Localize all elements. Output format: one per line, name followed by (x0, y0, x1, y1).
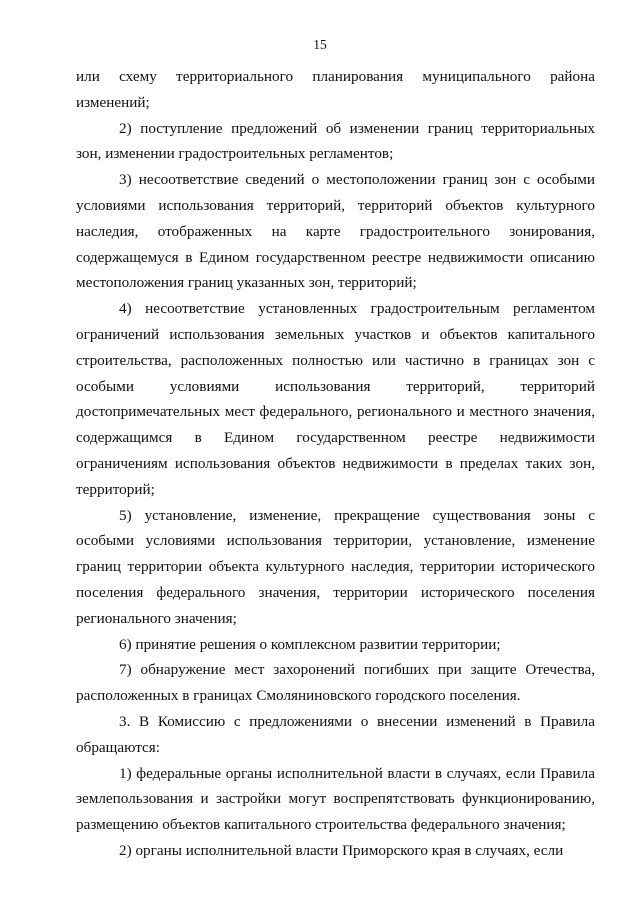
paragraph-section-3: 3. В Комиссию с предложениями о внесении изменений в Правила обращаются: (76, 712, 595, 756)
paragraph-subitem-2: 2) органы исполнительной власти Приморского края в случаях, если (119, 841, 564, 859)
paragraph-item-2: 2) поступление предложений об изменении границ территориальных зон, изменении градостроительных регламентов; (76, 119, 595, 163)
document-body (76, 64, 595, 864)
paragraph-item-3: 3) несоответствие сведений о местоположении границ зон с особыми условиями использования территорий, территорий объектов культурного наследия, отображенных на карте градостроительного зонирования, содержащемуся в Едином государственном реестре недвижимости описанию местоположения границ указанных зон, территорий; (76, 171, 595, 292)
paragraph-item-6: 6) принятие решения о комплексном развитии территории; (119, 635, 501, 653)
page-number: 15 (313, 37, 327, 52)
paragraph-item-7: 7) обнаружение мест захоронений погибших при защите Отечества, расположенных в границах Смоляниновского городского поселения. (76, 661, 595, 705)
paragraph-item-4: 4) несоответствие установленных градостроительным регламентом ограничений использования земельных участков и объектов капитального строительства, расположенных полностью или частично в границах зон с особыми условиями использования территорий, территорий достопримечательных мест федерального, регионального и местного значения, содержащимся в Едином государственном реестре недвижимости ограничениям использования объектов недвижимости в пределах таких зон, территорий; (76, 300, 595, 498)
paragraph-item-5: 5) установление, изменение, прекращение существования зоны с особыми условиями использования территории, установление, изменение границ территории объекта культурного наследия, территории исторического поселения федерального значения, территории исторического поселения регионального значения; (76, 506, 595, 627)
paragraph-continuation: или схему территориального планирования муниципального района изменений; (76, 68, 595, 111)
paragraph-subitem-1: 1) федеральные органы исполнительной власти в случаях, если Правила землепользования и застройки могут воспрепятствовать функционированию, размещению объектов капитального строительства федерального значения; (76, 764, 595, 834)
